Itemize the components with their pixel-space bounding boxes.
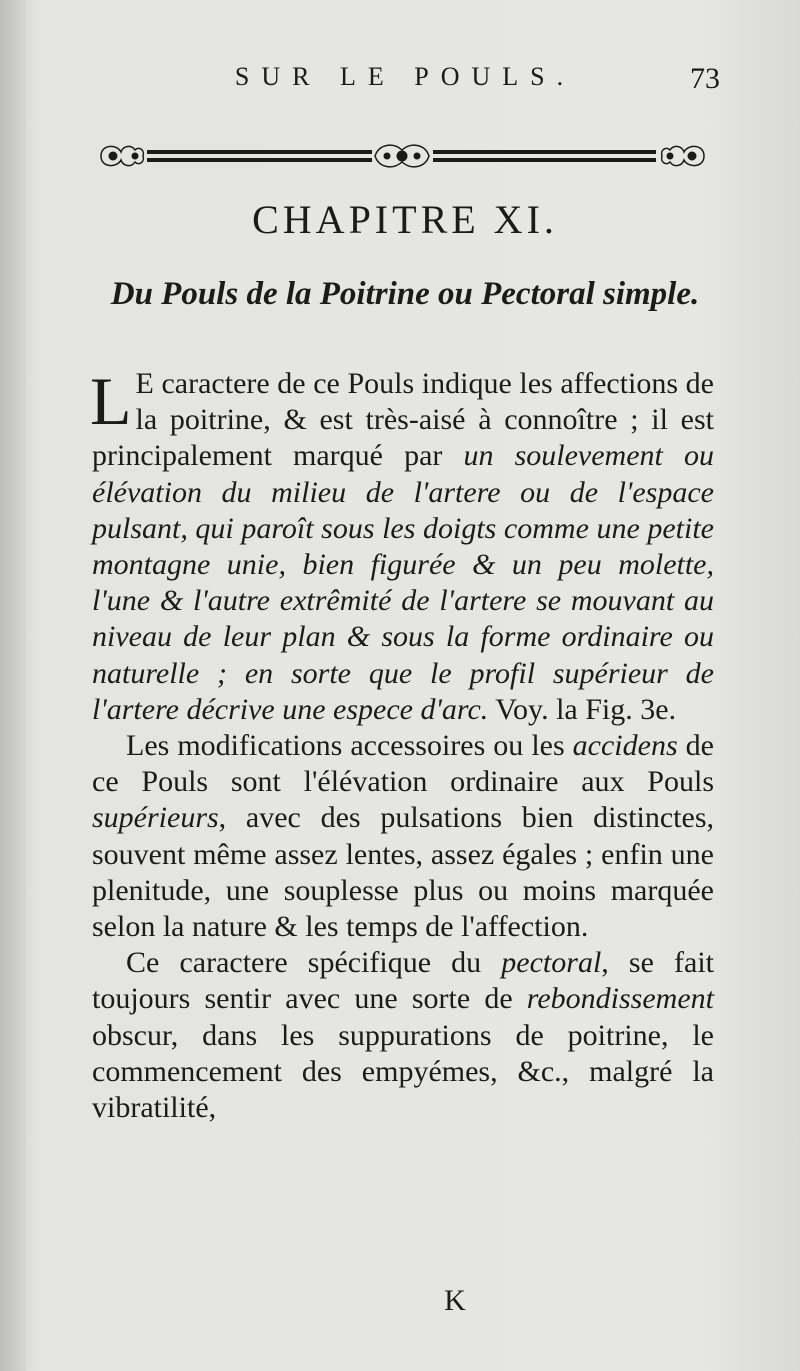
drop-cap: L	[90, 363, 132, 439]
paragraph-1-text-a: caractere de ce Pouls indique les affections de la poitrine, & est très-aisé à connoître ; il est principalement marqué par	[92, 367, 714, 473]
paragraph-1-lead: E	[135, 367, 154, 400]
page-gutter	[0, 0, 26, 1371]
paragraph-3-text-a: Ce caractere spécifique du	[126, 946, 502, 980]
section-title: Du Pouls de la Poitrine ou Pectoral simple.	[110, 276, 700, 312]
paragraph-3-italic-b: rebondissement	[526, 982, 714, 1016]
body-text	[90, 363, 714, 1126]
running-head: SUR LE POULS.	[234, 62, 576, 91]
paragraph-2-italic-a: accidens	[572, 729, 678, 763]
paragraph-2	[92, 728, 714, 945]
paragraph-1-italic: un soulevement ou élévation du milieu de l'artere ou de l'espace pulsant, qui paroît sous les doigts comme une petite montagne unie, bien figurée & un peu molette, l'une & l'autre extrêmité de l'artere se mouvant au niveau de leur plan & sous la forme ordinaire ou naturelle ; en sorte que le profil supérieur de l'artere décrive une espece d'arc.	[92, 439, 714, 726]
paragraph-3-italic-a: pectoral	[501, 946, 602, 980]
signature-mark: K	[444, 1284, 466, 1317]
page-number: 73	[690, 62, 720, 95]
paragraph-2-text-a: Les modifications accessoires ou les	[126, 729, 573, 763]
ornamental-rule	[95, 136, 710, 176]
page-header	[90, 62, 720, 112]
paragraph-1	[90, 363, 714, 728]
chapter-title: CHAPITRE XI.	[252, 197, 558, 242]
paragraph-1-text-b: Voy. la Fig. 3e.	[488, 692, 677, 726]
paragraph-3-text-b: , se fait toujours sentir avec une sorte de	[92, 946, 714, 1016]
paragraph-3-text-c: obscur, dans les suppurations de poitrine, le commencement des empyémes, &c., malgré la vibratilité,	[92, 1018, 714, 1125]
paragraph-2-italic-b: supérieurs	[92, 801, 219, 835]
paragraph-3	[92, 945, 714, 1126]
paragraph-2-text-b: de ce Pouls sont l'élévation ordinaire aux Pouls	[92, 729, 714, 799]
paragraph-2-text-c: , avec des pulsations bien distinctes, souvent même assez lentes, assez égales ; enfin une plenitude, une souplesse plus ou moins marquée selon la nature & les temps de l'affection.	[92, 801, 714, 944]
